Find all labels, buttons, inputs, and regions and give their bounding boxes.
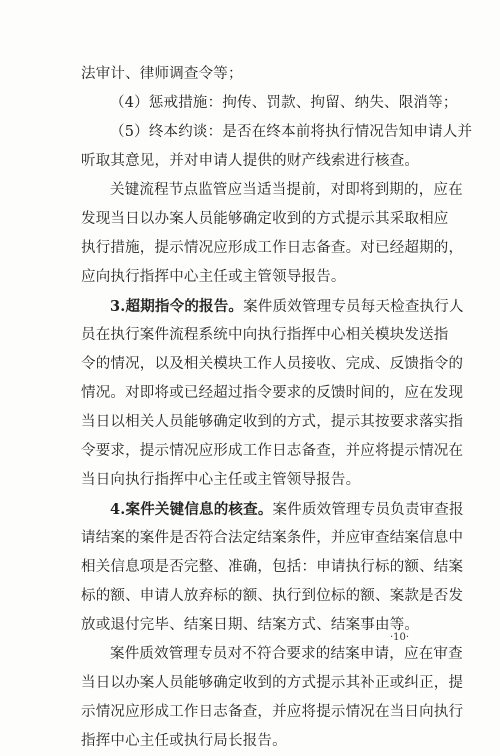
paragraph [81, 640, 464, 756]
text-line: 令的情况，以及相关模块工作人员接收、完成、反馈指令的 [81, 356, 464, 372]
text-line: 当日以办案人员能够确定收到的方式提示其补正或纠正，提 [81, 675, 464, 691]
text-line: （5）终本约谈：是否在终本前将执行情况告知申请人并 [110, 124, 473, 140]
text-line: 发现当日以办案人员能够确定收到的方式提示其采取相应 [81, 211, 449, 227]
text-line: 听取其意见，并对申请人提供的财产线索进行核查。 [81, 153, 420, 169]
paragraph [81, 176, 464, 292]
page-number: ·10· [390, 632, 410, 643]
paragraph [81, 495, 464, 640]
text-line: （4）惩戒措施：拘传、罚款、拘留、纳失、限消等； [110, 95, 458, 111]
text-line: 放或退付完毕、结案日期、结案方式、结案事由等。 [81, 617, 420, 633]
text-line: 员在执行案件流程系统中向执行指挥中心相关模块发送指 [81, 327, 449, 343]
text-segment: 案件质效管理专员负责审查报 [272, 502, 464, 518]
text-line: 请结案的案件是否符合法定结案条件，并应审查结案信息中 [81, 530, 464, 546]
text-line: 情况。对即将或已经超过指令要求的反馈时间的，应在发现 [81, 385, 464, 401]
text-line: 示情况应形成工作日志备查，并应将提示情况在当日向执行 [81, 704, 464, 720]
paragraph [81, 292, 464, 495]
text-line: 指挥中心主任或执行局长报告。 [81, 733, 287, 749]
text-line: 当日以相关人员能够确定收到的方式，提示其按要求落实指 [81, 414, 464, 430]
text-line: 案件质效管理专员对不符合要求的结案申请，应在审查 [110, 646, 463, 662]
text-line: 标的额、申请人放弃标的额、执行到位标的额、案款是否发 [81, 588, 464, 604]
text-line [81, 495, 464, 524]
text-line [81, 292, 464, 321]
section-heading: 3.超期指令的报告。 [110, 298, 244, 315]
paragraph [81, 89, 458, 118]
text-line: 令要求，提示情况应形成工作日志备查，并应将提示情况在 [81, 443, 464, 459]
text-line: 执行措施，提示情况应形成工作日志备查。对已经超期的， [81, 240, 464, 256]
text-line: 关键流程节点监管应当适当提前，对即将到期的，应在 [110, 182, 463, 198]
text-line: 法审计、律师调查令等； [81, 66, 243, 82]
text-line: 应向执行指挥中心主任或主管领导报告。 [81, 269, 346, 285]
paragraph [81, 60, 433, 89]
section-heading: 4.案件关键信息的核查。 [110, 501, 273, 518]
paragraph [81, 118, 473, 176]
body-text [81, 60, 473, 756]
text-segment: 案件质效管理专员每天检查执行人 [243, 299, 464, 315]
text-line: 相关信息项是否完整、准确，包括：申请执行标的额、结案 [81, 559, 464, 575]
text-line: 当日向执行指挥中心主任或主管领导报告。 [81, 472, 361, 488]
